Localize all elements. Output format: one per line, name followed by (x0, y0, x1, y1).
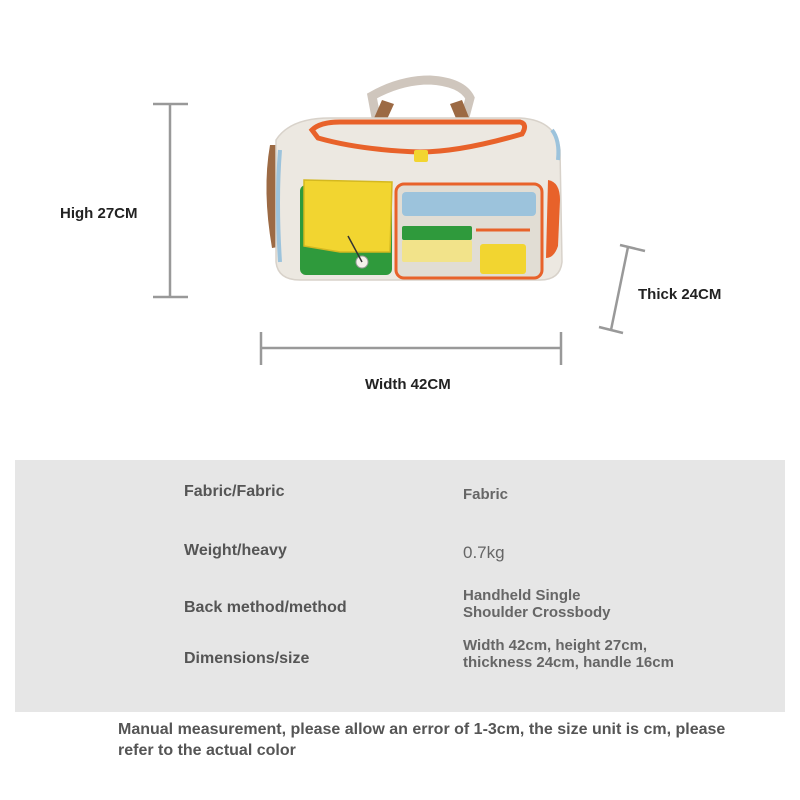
thick-label: Thick 24CM (638, 286, 722, 303)
spec-key-back-method: Back method/method (184, 599, 347, 616)
spec-value-fabric: Fabric (463, 486, 509, 503)
spec-key-fabric: Fabric/Fabric (184, 483, 285, 500)
spec-key-weight: Weight/heavy (184, 542, 287, 559)
spec-value-weight: 0.7kg (463, 543, 505, 562)
spec-table (15, 460, 785, 712)
width-label: Width 42CM (365, 376, 451, 393)
spec-value-back-method: Handheld Single Shoulder Crossbody (463, 587, 611, 621)
height-label: High 27CM (60, 205, 138, 222)
spec-key-dimensions: Dimensions/size (184, 650, 310, 667)
spec-value-dimensions: Width 42cm, height 27cm, thickness 24cm, handle 16cm (463, 637, 674, 671)
measurement-note: Manual measurement, please allow an error of 1-3cm, the size unit is cm, please refer to the actual color (118, 721, 726, 759)
